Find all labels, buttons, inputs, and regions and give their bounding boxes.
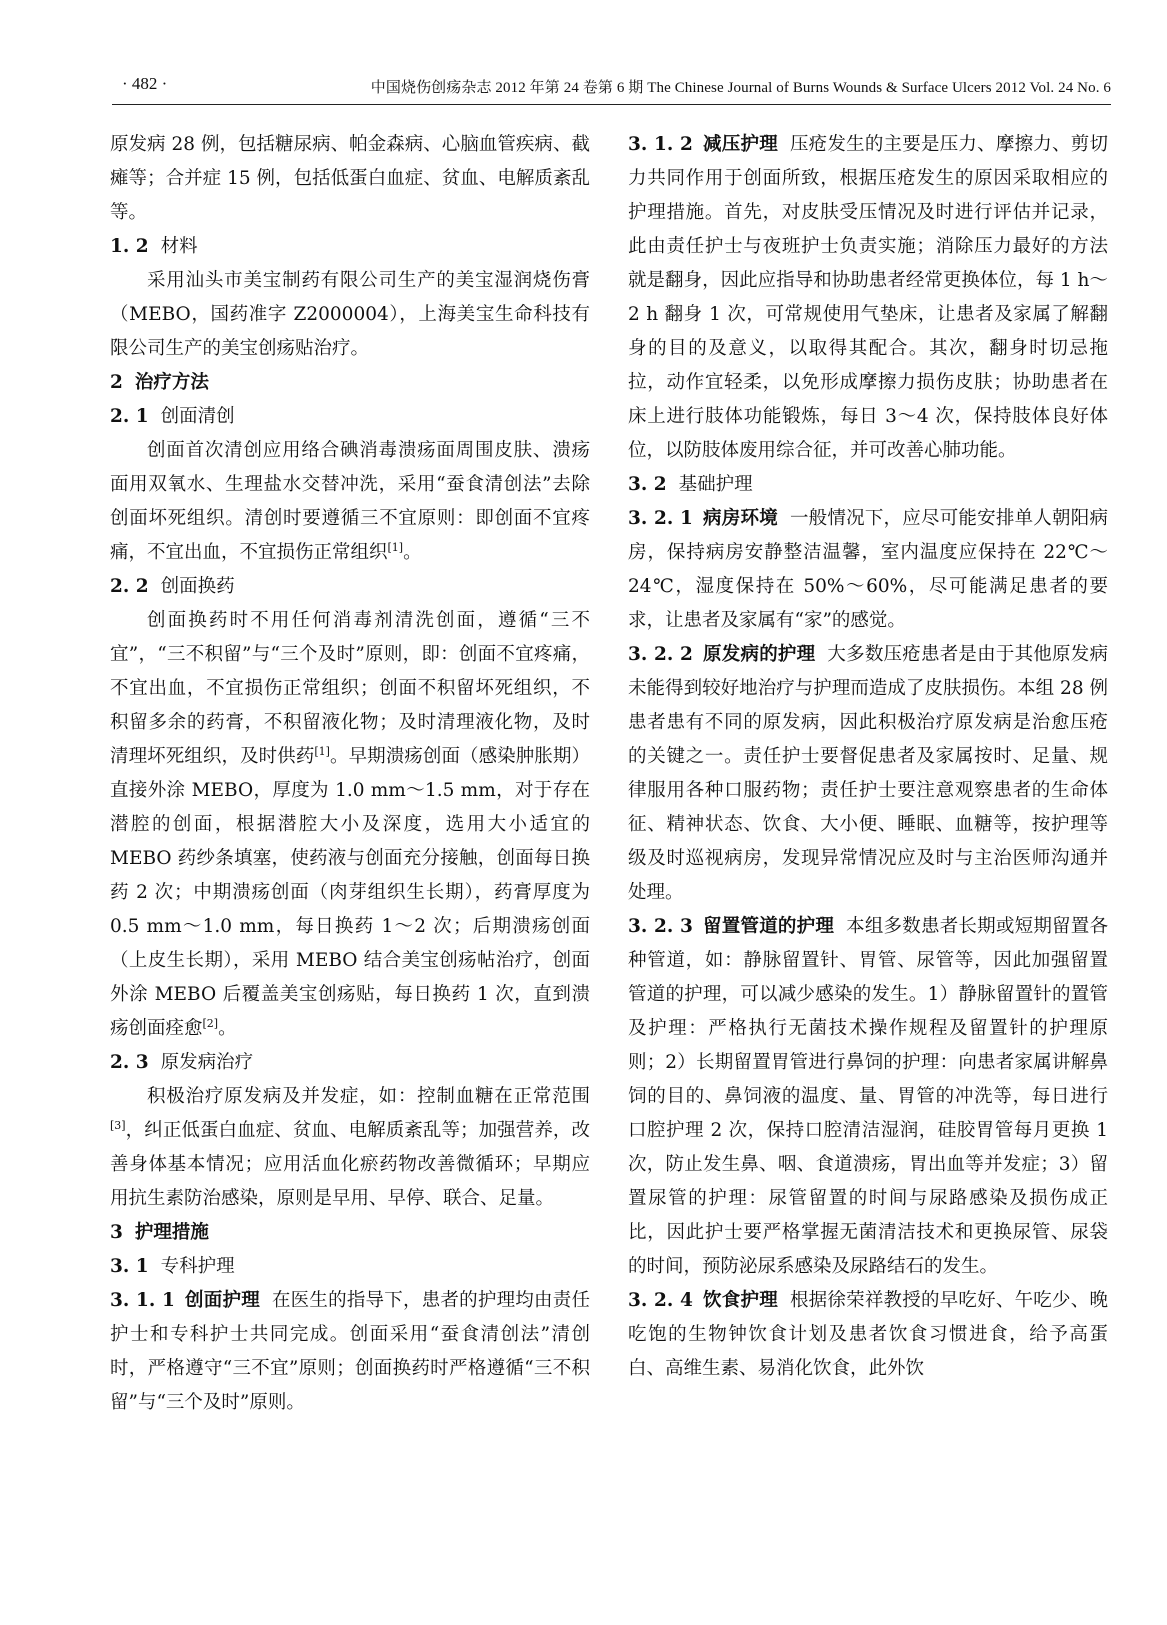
section-title: 治疗方法 bbox=[134, 372, 209, 393]
paragraph bbox=[110, 604, 590, 1046]
paragraph-text: 一般情况下，应尽可能安排单人朝阳病房，保持病房安静整洁温馨，室内温度应保持在 22℃～24℃，湿度保持在 50%～60%，尽可能满足患者的要求，让患者及家属有“家”的感觉。 bbox=[628, 508, 1108, 631]
section-heading-3 bbox=[110, 1216, 590, 1250]
paragraph-text: 大多数压疮患者是由于其他原发病未能得到较好地治疗与护理而造成了皮肤损伤。本组 28 例患者患有不同的原发病，因此积极治疗原发病是治愈压疮的关键之一。责任护士要督促患者及家属按时、足量、规律服用各种口服药物；责任护士要注意观察患者的生命体征、精神状态、饮食、大小便、睡眠、血糖等，按护理等级及时巡视病房，发现异常情况应及时与主治医师沟通并处理。 bbox=[628, 644, 1108, 903]
paragraph-3-2-2 bbox=[628, 638, 1108, 910]
paragraph-text: 积极治疗原发病及并发症，如：控制血糖在正常范围 bbox=[147, 1086, 590, 1107]
citation-ref: [3] bbox=[110, 1118, 126, 1132]
paragraph-3-2-1 bbox=[628, 502, 1108, 638]
page-number: · 482 · bbox=[122, 74, 168, 93]
section-heading-3-1 bbox=[110, 1250, 590, 1284]
section-number: 3 bbox=[110, 1222, 123, 1243]
paragraph bbox=[110, 1080, 590, 1216]
run-in-title: 留置管道的护理 bbox=[702, 916, 835, 937]
run-in-title: 原发病的护理 bbox=[702, 644, 816, 665]
section-heading-2-3 bbox=[110, 1046, 590, 1080]
section-number: 3. 2. 4 bbox=[628, 1290, 693, 1311]
section-number: 2 bbox=[110, 372, 123, 393]
paragraph bbox=[110, 434, 590, 570]
paragraph-text: 根据徐荣祥教授的早吃好、午吃少、晚吃饱的生物钟饮食计划及患者饮食习惯进食，给予高蛋白、高维生素、易消化饮食，此外饮 bbox=[628, 1290, 1108, 1379]
citation-ref: [1] bbox=[314, 744, 330, 758]
section-heading-2 bbox=[110, 366, 590, 400]
run-in-title: 饮食护理 bbox=[702, 1290, 778, 1311]
section-heading-2-1 bbox=[110, 400, 590, 434]
paragraph-text: 。早期溃疡创面（感染肿胀期）直接外涂 MEBO，厚度为 1.0 mm～1.5 mm，对于存在潜腔的创面，根据潜腔大小及深度，选用大小适宜的 MEBO 药纱条填塞，使药液与创面充分接触，创面每日换药 2 次；中期溃疡创面（肉芽组织生长期），药膏厚度为 0.5 mm～1.0 mm，每日换药 1～2 次；后期溃疡创面（上皮生长期），采用 MEBO 结合美宝创疡帖治疗，创面外涂 MEBO 后覆盖美宝创疡贴，每日换药 1 次，直到溃疡创面痊愈 bbox=[110, 746, 590, 1039]
section-number: 2. 2 bbox=[110, 576, 149, 597]
section-number: 3. 1 bbox=[110, 1256, 149, 1277]
paragraph-text: 本组多数患者长期或短期留置各种管道，如：静脉留置针、胃管、尿管等，因此加强留置管道的护理，可以减少感染的发生。1）静脉留置针的置管及护理：严格执行无菌技术操作规程及留置针的护理原则；2）长期留置胃管进行鼻饲的护理：向患者家属讲解鼻饲的目的、鼻饲液的温度、量、胃管的冲洗等，每日进行口腔护理 2 次，保持口腔清洁湿润，硅胶胃管每月更换 1 次，防止发生鼻、咽、食道溃疡，胃出血等并发症；3）留置尿管的护理：尿管留置的时间与尿路感染及损伤成正比，因此护士要严格掌握无菌清洁技术和更换尿管、尿袋的时间，预防泌尿系感染及尿路结石的发生。 bbox=[628, 916, 1108, 1277]
section-number: 1. 2 bbox=[110, 236, 149, 257]
paragraph-text: 创面首次清创应用络合碘消毒溃疡面周围皮肤、溃疡面用双氧水、生理盐水交替冲洗，采用“蚕食清创法”去除创面坏死组织。清创时要遵循三不宜原则：即创面不宜疼痛，不宜出血，不宜损伤正常组织 bbox=[110, 440, 590, 563]
section-number: 3. 2. 2 bbox=[628, 644, 693, 665]
section-title: 创面换药 bbox=[160, 576, 235, 597]
section-title: 基础护理 bbox=[678, 474, 753, 495]
paragraph-end: 。 bbox=[403, 542, 422, 563]
running-header bbox=[112, 74, 1111, 105]
section-heading-1-2 bbox=[110, 230, 590, 264]
section-heading-3-2 bbox=[628, 468, 1108, 502]
paragraph-3-2-4 bbox=[628, 1284, 1108, 1386]
section-number: 3. 2 bbox=[628, 474, 667, 495]
paragraph-3-2-3 bbox=[628, 910, 1108, 1284]
paragraph-3-1-2 bbox=[628, 128, 1108, 468]
journal-citation: 中国烧伤创疡杂志 2012 年第 24 卷第 6 期 The Chinese Journal of Burns Wounds & Surface Ulcers 2012 Vol. 24 No. 6 bbox=[370, 80, 1111, 96]
section-number: 3. 2. 1 bbox=[628, 508, 693, 529]
run-in-title: 减压护理 bbox=[702, 134, 778, 155]
section-number: 2. 1 bbox=[110, 406, 149, 427]
section-number: 2. 3 bbox=[110, 1052, 149, 1073]
run-in-title: 病房环境 bbox=[702, 508, 778, 529]
paragraph-end: 。 bbox=[218, 1018, 237, 1039]
paragraph-text: 在医生的指导下，患者的护理均由责任护士和专科护士共同完成。创面采用“蚕食清创法”清创时，严格遵守“三不宜”原则；创面换药时严格遵循“三不积留”与“三个及时”原则。 bbox=[110, 1290, 590, 1413]
section-title: 专科护理 bbox=[160, 1256, 235, 1277]
section-title: 原发病治疗 bbox=[160, 1052, 254, 1073]
paragraph: 原发病 28 例，包括糖尿病、帕金森病、心脑血管疾病、截瘫等；合并症 15 例，包括低蛋白血症、贫血、电解质紊乱等。 bbox=[110, 134, 590, 223]
paragraph: 采用汕头市美宝制药有限公司生产的美宝湿润烧伤膏（MEBO，国药准字 Z2000004），上海美宝生命科技有限公司生产的美宝创疡贴治疗。 bbox=[110, 270, 590, 359]
section-title: 创面清创 bbox=[160, 406, 235, 427]
section-number: 3. 1. 2 bbox=[628, 134, 693, 155]
section-title: 护理措施 bbox=[134, 1222, 209, 1243]
section-title: 材料 bbox=[160, 236, 198, 257]
section-heading-2-2 bbox=[110, 570, 590, 604]
paragraph-3-1-1 bbox=[110, 1284, 590, 1420]
citation-ref: [2] bbox=[202, 1016, 219, 1030]
paragraph-text: ，纠正低蛋白血症、贫血、电解质紊乱等；加强营养，改善身体基本情况；应用活血化瘀药物改善微循环；早期应用抗生素防治感染，原则是早用、早停、联合、足量。 bbox=[110, 1120, 590, 1209]
paragraph-text: 压疮发生的主要是压力、摩擦力、剪切力共同作用于创面所致，根据压疮发生的原因采取相应的护理措施。首先，对皮肤受压情况及时进行评估并记录，此由责任护士与夜班护士负责实施；消除压力最好的方法就是翻身，因此应指导和协助患者经常更换体位，每 1 h～2 h 翻身 1 次，可常规使用气垫床，让患者及家属了解翻身的目的及意义，以取得其配合。其次，翻身时切忌拖拉，动作宜轻柔，以免形成摩擦力损伤皮肤；协助患者在床上进行肢体功能锻炼，每日 3～4 次，保持肢体良好体位，以防肢体废用综合征，并可改善心肺功能。 bbox=[628, 134, 1108, 461]
right-column bbox=[628, 128, 1108, 1386]
paragraph-text: 创面换药时不用任何消毒剂清洗创面，遵循“三不宜”，“三不积留”与“三个及时”原则，即：创面不宜疼痛，不宜出血，不宜损伤正常组织；创面不积留坏死组织，不积留多余的药膏，不积留液化物；及时清理液化物，及时清理坏死组织，及时供药 bbox=[110, 610, 590, 767]
run-in-title: 创面护理 bbox=[184, 1290, 260, 1311]
citation-ref: [1] bbox=[387, 540, 404, 554]
left-column bbox=[110, 128, 590, 1420]
section-number: 3. 1. 1 bbox=[110, 1290, 175, 1311]
section-number: 3. 2. 3 bbox=[628, 916, 693, 937]
